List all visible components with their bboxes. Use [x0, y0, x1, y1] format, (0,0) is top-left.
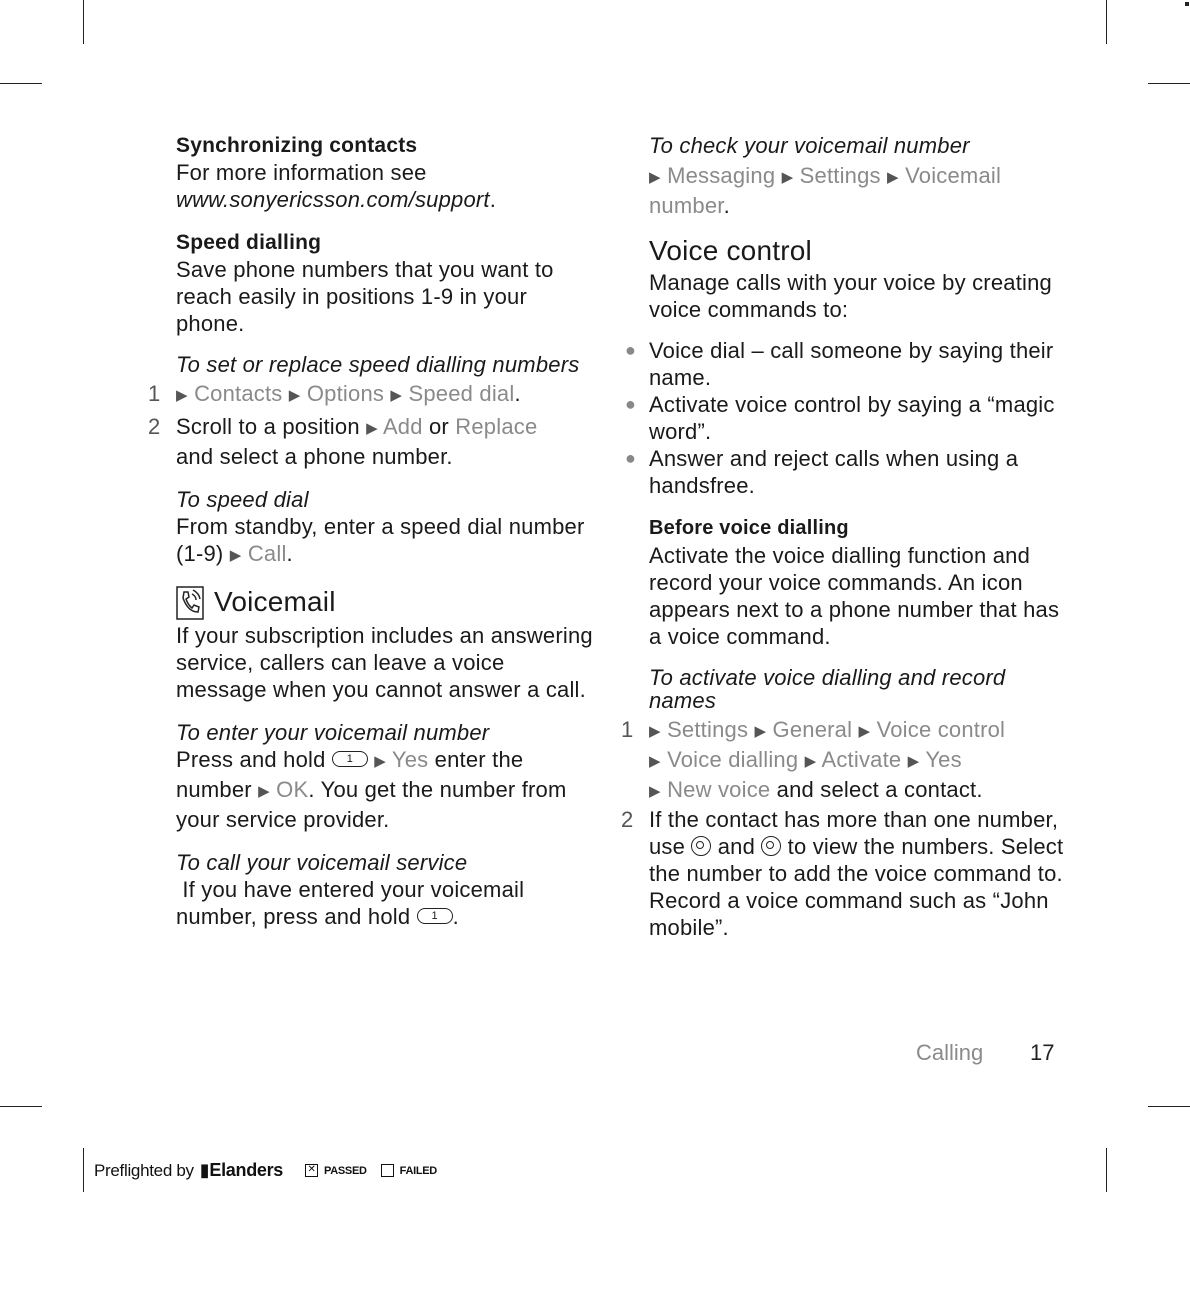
crop-mark — [1185, 2, 1189, 6]
arrow-icon: ▶ — [649, 783, 661, 800]
check-voicemail-heading: To check your voicemail number — [649, 133, 970, 158]
voicemail-title: Voicemail — [214, 586, 336, 617]
crop-mark — [1148, 83, 1190, 84]
support-link[interactable]: www.sonyericsson.com/support — [176, 187, 490, 212]
voice-control-title: Voice control — [649, 235, 812, 266]
arrow-icon: ▶ — [649, 723, 661, 740]
bullet-icon: ● — [625, 448, 637, 468]
crop-mark — [0, 1106, 42, 1107]
menu-speed-dial[interactable]: Speed dial — [408, 381, 515, 406]
step-number: 2 — [621, 807, 634, 832]
step-item: 2 Scroll to a position ▶ Add or Replace and select a phone number. — [148, 414, 538, 469]
voice-control-bullets — [625, 337, 1069, 499]
arrow-icon: ▶ — [390, 387, 403, 404]
arrow-icon: ▶ — [649, 753, 661, 770]
to-speed-heading: To speed dial — [176, 487, 309, 512]
menu-replace[interactable]: Replace — [455, 414, 538, 439]
arrow-icon: ▶ — [754, 723, 767, 740]
menu-voice-control[interactable]: Voice control — [876, 717, 1006, 742]
right-column — [621, 132, 1069, 941]
activate-voice-heading: To activate voice dialling and record names — [649, 665, 1006, 713]
step-number: 1 — [621, 717, 634, 742]
speed-text: Save phone numbers that you want to reach easily in positions 1-9 in your phone. — [176, 257, 554, 336]
bullet-icon: ● — [625, 394, 637, 414]
menu-add[interactable]: Add — [382, 414, 423, 439]
bullet-item: ● Activate voice control by saying a “magic word”. — [625, 392, 1055, 444]
elanders-logo: ▮Elanders — [199, 1160, 284, 1180]
speed-heading: Speed dialling — [176, 231, 322, 254]
failed-checkbox-icon — [381, 1164, 394, 1177]
crop-mark — [1106, 1148, 1107, 1192]
menu-call[interactable]: Call — [247, 541, 287, 566]
set-speed-heading: To set or replace speed dialling numbers — [176, 352, 580, 377]
step-item: 2 If the contact has more than one number, use and to view the numbers. Select the number to add the voice command to. Record a voice command such as “John mobile”. — [621, 807, 1064, 940]
key-1-icon: 1 — [332, 751, 368, 767]
arrow-icon: ▶ — [258, 783, 270, 800]
step-number: 1 — [148, 381, 161, 406]
crop-mark — [83, 1148, 84, 1192]
voicemail-heading — [176, 586, 596, 620]
step-number: 2 — [148, 414, 161, 439]
activate-steps — [621, 716, 1069, 941]
voice-control-text: Manage calls with your voice by creating voice commands to: — [649, 270, 1052, 322]
menu-general[interactable]: General — [772, 717, 853, 742]
arrow-icon: ▶ — [649, 169, 661, 186]
menu-activate[interactable]: Activate — [821, 747, 902, 772]
voicemail-text: If your subscription includes an answering service, callers can leave a voice message when you cannot answer a call. — [176, 623, 593, 702]
arrow-icon: ▶ — [288, 387, 301, 404]
menu-messaging[interactable]: Messaging — [667, 163, 776, 188]
check-voicemail-path: ▶ Messaging ▶ Settings ▶ Voicemail number. — [649, 163, 1002, 218]
preflight-stamp — [94, 1160, 437, 1181]
section-name: Calling — [916, 1040, 984, 1065]
crop-mark — [1148, 1106, 1190, 1107]
menu-voicemail-number[interactable]: Voicemail number — [649, 163, 1002, 218]
left-column — [148, 132, 596, 930]
menu-settings[interactable]: Settings — [667, 717, 749, 742]
arrow-icon: ▶ — [176, 387, 188, 404]
before-voice-text: Activate the voice dialling function and record your voice commands. An icon appears next to a phone number that has a voice command. — [649, 543, 1060, 649]
arrow-icon: ▶ — [804, 753, 817, 770]
arrow-icon: ▶ — [858, 723, 871, 740]
menu-settings[interactable]: Settings — [799, 163, 881, 188]
menu-yes[interactable]: Yes — [925, 747, 962, 772]
page-number: 17 — [1030, 1040, 1055, 1065]
arrow-icon: ▶ — [366, 420, 378, 437]
menu-voice-dialling[interactable]: Voice dialling — [667, 747, 799, 772]
passed-checkbox-icon: ✕ — [305, 1164, 318, 1177]
passed-label: PASSED — [324, 1164, 367, 1177]
arrow-icon: ▶ — [229, 547, 242, 564]
step-item: 1 ▶ Settings ▶ General ▶ Voice control ▶ Voice dialling ▶ Activate ▶ Yes ▶ New voice and select a contact. — [621, 717, 1006, 802]
bullet-item: ● Voice dial – call someone by saying their name. — [625, 338, 1054, 390]
call-voicemail-heading: To call your voicemail service — [176, 850, 468, 875]
menu-yes[interactable]: Yes — [391, 747, 429, 772]
bullet-icon: ● — [625, 340, 637, 360]
crop-mark — [83, 0, 84, 44]
menu-new-voice[interactable]: New voice — [667, 777, 771, 802]
to-speed-text: From standby, enter a speed dial number (1-9) ▶ Call. — [176, 514, 585, 566]
menu-options[interactable]: Options — [306, 381, 385, 406]
failed-label: FAILED — [399, 1164, 437, 1177]
speed-steps — [148, 380, 596, 470]
navigation-key-icon — [761, 836, 781, 856]
arrow-icon: ▶ — [781, 169, 794, 186]
arrow-icon: ▶ — [887, 169, 899, 186]
arrow-icon: ▶ — [907, 753, 920, 770]
call-voicemail-text: If you have entered your voicemail number, press and hold 1 . — [176, 877, 525, 929]
menu-ok[interactable]: OK — [276, 777, 309, 802]
step-item: 1 ▶ Contacts ▶ Options ▶ Speed dial. — [148, 381, 521, 406]
menu-contacts[interactable]: Contacts — [194, 381, 283, 406]
navigation-key-icon — [691, 836, 711, 856]
enter-voicemail-heading: To enter your voicemail number — [176, 720, 490, 745]
before-voice-heading: Before voice dialling — [649, 517, 849, 539]
voicemail-phone-icon — [176, 586, 206, 620]
arrow-icon: ▶ — [374, 753, 386, 770]
sync-heading: Synchronizing contacts — [176, 134, 418, 157]
crop-mark — [1106, 0, 1107, 44]
preflight-label: Preflighted by — [94, 1160, 194, 1180]
bullet-item: ● Answer and reject calls when using a handsfree. — [625, 446, 1019, 498]
sync-text: For more information see www.sonyericsson.com/support. — [176, 160, 497, 212]
enter-voicemail-text: Press and hold 1 ▶ Yes enter the number ▶ OK. You get the number from your service provider. — [176, 747, 567, 832]
key-1-icon: 1 — [417, 908, 453, 924]
crop-mark — [0, 83, 42, 84]
